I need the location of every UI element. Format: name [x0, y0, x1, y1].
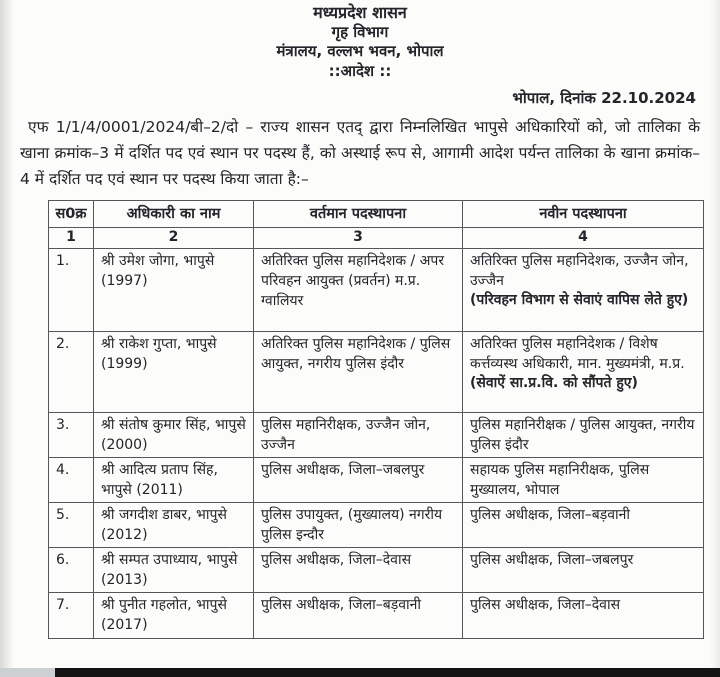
- officer-name-cell: श्री उमेश जोगा, भापुसे (1997): [94, 249, 254, 332]
- current-posting-cell: पुलिस अधीक्षक, जिला–बड़वानी: [254, 593, 463, 639]
- current-posting-cell: अतिरिक्त पुलिस महानिदेशक / अपर परिवहन आयुक्त (प्रवर्तन) म.प्र. ग्वालियर: [254, 249, 463, 332]
- row-serial: 7.: [49, 593, 94, 639]
- new-posting-cell: [463, 332, 704, 413]
- new-posting-cell: [463, 249, 704, 332]
- new-posting-text: सहायक पुलिस महानिरीक्षक, पुलिस मुख्यालय, भोपाल: [470, 462, 650, 498]
- col-header-officer-name: अधिकारी का नाम: [94, 201, 254, 228]
- row-serial: 2.: [49, 332, 94, 413]
- column-number-4: 4: [463, 228, 704, 249]
- col-header-new-posting: नवीन पदस्थापना: [463, 201, 704, 228]
- officer-name-cell: श्री जगदीश डाबर, भापुसे (2012): [94, 503, 254, 548]
- photo-bottom-light-strip: [0, 668, 55, 677]
- new-posting-cell: [463, 503, 704, 548]
- table-row: [49, 249, 704, 332]
- column-number-3: 3: [254, 228, 463, 249]
- new-posting-text: अतिरिक्त पुलिस महानिदेशक / विशेष कर्त्तव्यस्थ अधिकारी, मान. मुख्यमंत्री, म.प्र.: [470, 336, 685, 372]
- order-heading: ::आदेश ::: [328, 61, 392, 80]
- officer-name-cell: श्री राकेश गुप्ता, भापुसे (1999): [94, 332, 254, 413]
- table-row: [49, 458, 704, 503]
- place-date: भोपाल, दिनांक 22.10.2024: [512, 89, 696, 107]
- table-row: [49, 503, 704, 548]
- new-posting-text: पुलिस महानिरीक्षक / पुलिस आयुक्त, नगरीय पुलिस इंदौर: [470, 417, 695, 453]
- column-number-row: [49, 228, 704, 249]
- new-posting-cell: [463, 413, 704, 458]
- new-posting-cell: [463, 458, 704, 503]
- transfer-table: [48, 200, 704, 639]
- officer-name-cell: श्री पुनीत गहलोत, भापुसे (2017): [94, 593, 254, 639]
- row-serial: 1.: [49, 249, 94, 332]
- officer-name-cell: श्री संतोष कुमार सिंह, भापुसे (2000): [94, 413, 254, 458]
- new-posting-text: पुलिस अधीक्षक, जिला–जबलपुर: [470, 552, 634, 568]
- col-header-serial: स0क्र: [49, 201, 94, 228]
- department-name: गृह विभाग: [331, 22, 389, 41]
- current-posting-cell: पुलिस महानिरीक्षक, उज्जैन जोन, उज्जैन: [254, 413, 463, 458]
- current-posting-cell: पुलिस अधीक्षक, जिला–जबलपुर: [254, 458, 463, 503]
- table-row: [49, 332, 704, 413]
- order-text: एफ 1/1/4/0001/2024/बी–2/दो – राज्य शासन एतद् द्वारा निम्नलिखित भापुसे अधिकारियों को, जो तालिका के खाना क्रमांक–3 में दर्शित पद एवं स्थान पर पदस्थ हैं, को अस्थाई रूप से, आगामी आदेश पर्यन्त तालिका के खाना क्रमांक–4 में दर्शित पद एवं स्थान पर पदस्थ किया जाता है:–: [20, 118, 700, 188]
- current-posting-cell: पुलिस उपायुक्त, (मुख्यालय) नगरीय पुलिस इन्दौर: [254, 503, 463, 548]
- photo-bottom-dark-bar: [55, 668, 720, 677]
- new-posting-cell: [463, 548, 704, 593]
- officer-name-cell: श्री आदित्य प्रताप सिंह, भापुसे (2011): [94, 458, 254, 503]
- letterhead: [0, 0, 720, 81]
- new-posting-note: (परिवहन विभाग से सेवाएं वापिस लेते हुए): [470, 292, 689, 308]
- column-number-1: 1: [49, 228, 94, 249]
- row-serial: 4.: [49, 458, 94, 503]
- new-posting-cell: [463, 593, 704, 639]
- new-posting-note: (सेवाऐं सा.प्र.वि. को सौंपते हुए): [470, 375, 638, 391]
- table-row: [49, 548, 704, 593]
- table-row: [49, 593, 704, 639]
- government-name: मध्यप्रदेश शासन: [313, 3, 407, 22]
- officer-name-cell: श्री सम्पत उपाध्याय, भापुसे (2013): [94, 548, 254, 593]
- current-posting-cell: अतिरिक्त पुलिस महानिदेशक / पुलिस आयुक्त, नगरीय पुलिस इंदौर: [254, 332, 463, 413]
- row-serial: 6.: [49, 548, 94, 593]
- office-address: मंत्रालय, वल्लभ भवन, भोपाल: [276, 42, 444, 60]
- current-posting-cell: पुलिस अधीक्षक, जिला–देवास: [254, 548, 463, 593]
- row-serial: 3.: [49, 413, 94, 458]
- column-number-2: 2: [94, 228, 254, 249]
- new-posting-text: अतिरिक्त पुलिस महानिदेशक, उज्जैन जोन, उज्जैन: [470, 253, 689, 289]
- col-header-current-posting: वर्तमान पदस्थापना: [254, 201, 463, 228]
- new-posting-text: पुलिस अधीक्षक, जिला–देवास: [470, 597, 621, 613]
- table-header-row: [49, 201, 704, 228]
- new-posting-text: पुलिस अधीक्षक, जिला–बड़वानी: [470, 507, 631, 523]
- table-row: [49, 413, 704, 458]
- row-serial: 5.: [49, 503, 94, 548]
